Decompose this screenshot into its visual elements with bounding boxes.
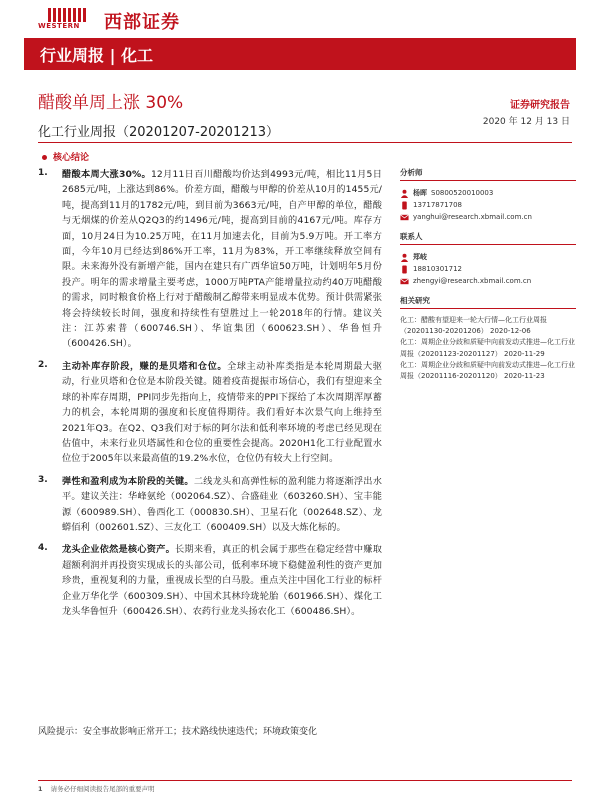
phone-icon: [400, 265, 409, 274]
list-item: 1. 醋酸本周大涨30%。12月11日百川醋酸均价达到4993元/吨，相比11月5日2685元/吨，上涨达到86%。价差方面，醋酸与甲醇的价差从10月的1455元/吨，提高到11月的1782元/吨，到目前为3663元/吨，自产甲醇的单位，醋酸与无烟煤的价差从Q2Q3的约1496元/吨，提高到目前的4167元/吨。库存方面，10月24日为10.25万吨，在11月加速去化，目前为5.9万吨。开工率方面，今年10月已经达到86%开工率，11月为83%，开工率继续释放空间有限。未来海外没有新增产能，国内在建只有广西华谊50万吨，计划明年5月份投产。明年的需求增量主要考虑，1000万吨PTA产能增量拉动约40万吨醋酸的需求，同时粮食价格上行对于醋酸制乙醇带来明显成本优势。预计供需紧张将会持续较长时间，强度和持续性有望胜过上一轮2018年的行情。建议关注：江苏索普（600746.SH）、华谊集团（600623.SH）、华鲁恒升（600426.SH）。: [38, 168, 382, 350]
list-item: 4. 龙头企业依然是核心资产。长期来看，真正的机会属于那些在稳定经营中赚取超额利润并再投资实现成长的头部公司，低利率环境下稳健盈利性的资产更加珍贵，重视复利的力量，重视成长型的白马股。重点关注中国化工行业的标杆企业万华化学（600309.SH）、中国术其林玲珑轮胎（601966.SH）、煤化工龙头华鲁恒升（600426.SH）、农药行业龙头扬农化工（600486.SH）。: [38, 543, 382, 617]
contact-name: 郑岐: [413, 253, 427, 261]
report-type: 证券研究报告: [510, 100, 570, 111]
bullet-icon: [42, 155, 47, 160]
footer-divider: [38, 780, 572, 781]
risk-warning: 风险提示：安全事故影响正常开工；技术路线快速迭代；环境政策变化: [38, 727, 318, 737]
banner-text: 行业周报 | 化工: [40, 46, 153, 65]
phone-icon: [400, 201, 409, 210]
related-heading: 相关研究: [400, 295, 576, 309]
related-item[interactable]: 化工：醋酸有望迎来一轮大行情—化工行业周报（20201130-20201206） 2020-12-06: [400, 316, 547, 336]
list-item: 2. 主动补库存阶段，赚的是贝塔和仓位。全球主动补库类指是本轮周期最大驱动，行业贝塔和仓位是本阶段关键。随着疫苗提振市场信心，我们有望迎来全球的补库存周期，PPI同步先指向上，疫情带来的PPI下探给了本次周期浑厚蓄力的机会，本轮周期的强度和长度值得期待。我们看好本次景气向上维持至2021年Q3。在Q2、Q3我们对于标的阿尔法和低利率环境的考虑已经见现在估值中，未来行业贝塔属性和仓位的重要性会提高。2020H1化工行业配置水位位于2005年以来最高值的19.2%水位，仓位仍有较大上行空间。: [38, 359, 382, 465]
sidebar: [400, 167, 576, 382]
report-title: 醋酸单周上涨 30%: [38, 93, 184, 113]
logo-cn-text: 西部证券: [104, 12, 180, 33]
report-date: 2020 年 12 月 13 日: [482, 117, 570, 127]
header-banner: [24, 38, 576, 70]
brand-logo: [38, 8, 188, 34]
contact-phone: 18810301712: [413, 265, 462, 273]
email-icon: [400, 277, 409, 286]
related-item[interactable]: 化工：周期企业分歧和质疑中向前发动式推进—化工行业周报（20201116-20201120） 2020-11-23: [400, 360, 575, 381]
footer-disclaimer: 请务必仔细阅读报告尾部的重要声明: [50, 785, 155, 793]
analyst-heading: 分析师: [400, 167, 576, 181]
email-icon: [400, 213, 409, 222]
analyst-phone: 13717871708: [413, 201, 462, 209]
core-heading: 核心结论: [42, 150, 89, 163]
list-item: 3. 弹性和盈利成为本阶段的关键。二线龙头和高弹性标的盈利能力将逐渐浮出水平。建议关注：华峰氨纶（002064.SZ）、合盛硅业（603260.SH）、宝丰能源（600989.SH）、鲁西化工（000830.SH）、卫星石化（002648.SZ）、龙蟒佰利（002601.SZ）、三友化工（600409.SH）以及大炼化标的。: [38, 474, 383, 533]
main-content: [38, 167, 382, 626]
contact-email[interactable]: zhengyi@research.xbmail.com.cn: [413, 277, 532, 285]
report-subtitle: 化工行业周报（20201207-20201213）: [38, 125, 280, 140]
person-icon: [400, 189, 409, 198]
analyst-name: 杨晖: [413, 189, 427, 197]
footer: [38, 784, 155, 793]
logo-mark: [38, 8, 98, 32]
related-item[interactable]: 化工：周期企业分歧和质疑中向前发动式推进—化工行业周报（20201123-20201127） 2020-11-29: [400, 338, 575, 358]
analyst-cert: S0800520010003: [431, 189, 494, 197]
page-number: 1: [38, 785, 43, 793]
person-icon: [400, 253, 409, 262]
contact-heading: 联系人: [400, 231, 576, 245]
analyst-email[interactable]: yanghui@research.xbmail.com.cn: [413, 213, 532, 221]
divider: [38, 142, 572, 143]
logo-en-text: WESTERN: [38, 22, 80, 30]
